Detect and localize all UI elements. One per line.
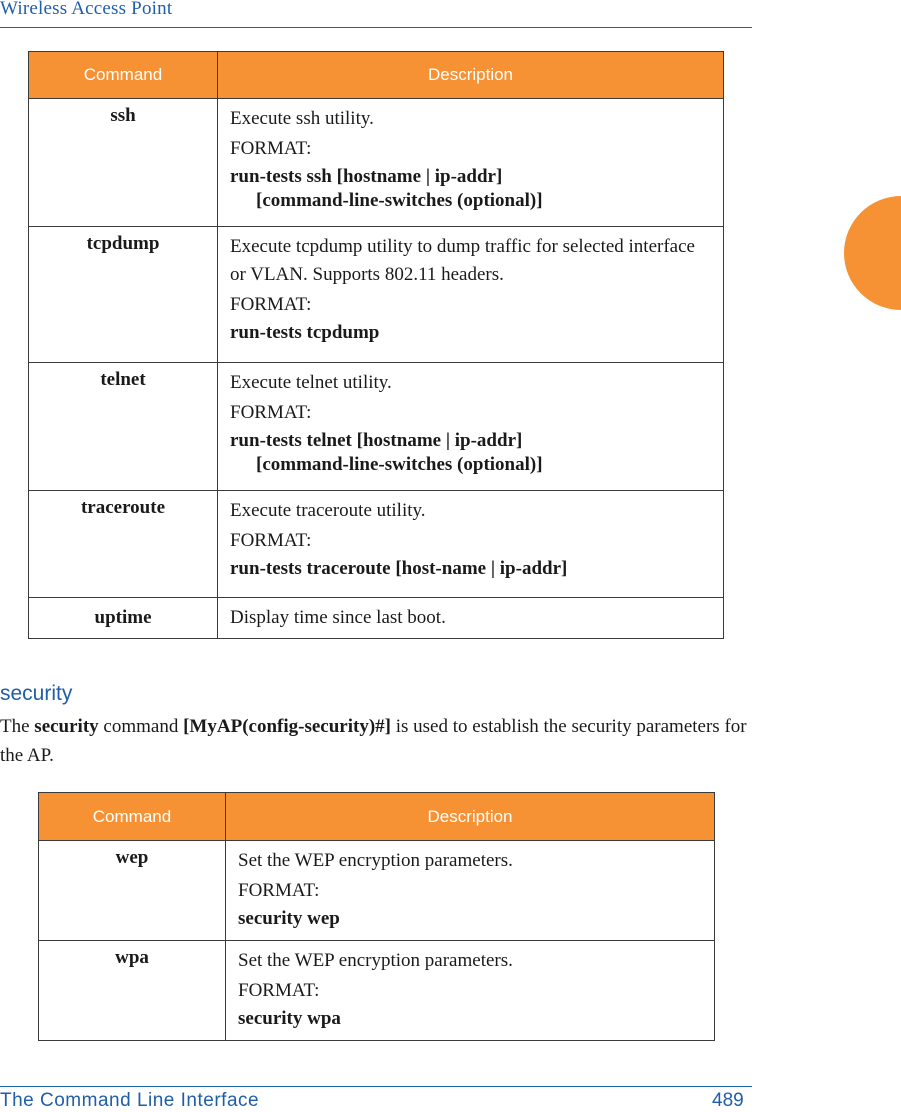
- command-description: [226, 841, 715, 941]
- description-text: Set the WEP encryption parameters.: [238, 950, 513, 971]
- command-name: telnet: [29, 363, 218, 491]
- description-text: Execute traceroute utility.: [230, 500, 426, 521]
- para-text: is used to establish the security parameters for the AP.: [0, 716, 747, 766]
- chapter-thumb-tab: [844, 196, 901, 310]
- description-text: Execute telnet utility.: [230, 372, 392, 393]
- format-label: FORMAT:: [230, 138, 312, 159]
- command-table-security: [38, 792, 715, 1041]
- usage-line: run-tests ssh [hostname | ip-addr]: [230, 166, 503, 187]
- usage-line: security wep: [238, 908, 340, 929]
- command-name: ssh: [29, 99, 218, 227]
- command-description: [218, 99, 724, 227]
- usage-continuation: [command-line-switches (optional)]: [256, 454, 543, 475]
- usage-syntax: [230, 165, 713, 213]
- para-command-name: security: [34, 716, 99, 737]
- command-description: [218, 598, 724, 639]
- table-header-row: [39, 793, 715, 841]
- command-name: wpa: [39, 941, 226, 1041]
- para-config-mode: [MyAP(config-security)#]: [183, 716, 391, 737]
- column-header-description: Description: [226, 793, 715, 841]
- table-row: [29, 363, 724, 491]
- usage-continuation: [command-line-switches (optional)]: [256, 190, 543, 211]
- format-label: FORMAT:: [238, 980, 320, 1001]
- usage-syntax: [230, 429, 713, 477]
- command-name: traceroute: [29, 491, 218, 598]
- description-text: Display time since last boot.: [230, 607, 446, 628]
- command-description: [226, 941, 715, 1041]
- table-row: [29, 227, 724, 363]
- command-name: tcpdump: [29, 227, 218, 363]
- column-header-command: Command: [29, 52, 218, 99]
- usage-line: run-tests telnet [hostname | ip-addr]: [230, 430, 523, 451]
- page-number: 489: [712, 1090, 744, 1111]
- format-label: FORMAT:: [238, 880, 320, 901]
- para-text: command: [98, 716, 184, 737]
- command-description: [218, 491, 724, 598]
- usage-syntax: [238, 1007, 704, 1031]
- description-text: Set the WEP encryption parameters.: [238, 850, 513, 871]
- format-label: FORMAT:: [230, 294, 312, 315]
- header-rule: [0, 27, 752, 28]
- command-table-run-tests: [28, 51, 724, 639]
- table-row: [39, 841, 715, 941]
- command-name: wep: [39, 841, 226, 941]
- table-header-row: [29, 52, 724, 99]
- usage-syntax: [230, 321, 713, 345]
- footer-section-title: The Command Line Interface: [0, 1090, 260, 1111]
- usage-line: run-tests tcpdump: [230, 322, 380, 343]
- table-row: [29, 99, 724, 227]
- section-heading-security: security: [0, 682, 73, 705]
- table-row: [29, 598, 724, 639]
- footer-rule: [0, 1086, 752, 1087]
- para-text: The: [0, 716, 35, 737]
- column-header-command: Command: [39, 793, 226, 841]
- section-paragraph: [0, 712, 752, 770]
- table-row: [29, 491, 724, 598]
- running-header: Wireless Access Point: [0, 0, 173, 19]
- usage-line: run-tests traceroute [host-name | ip-addr]: [230, 558, 568, 579]
- command-name: uptime: [29, 598, 218, 639]
- format-label: FORMAT:: [230, 530, 312, 551]
- description-text: Execute ssh utility.: [230, 108, 374, 129]
- column-header-description: Description: [218, 52, 724, 99]
- table-row: [39, 941, 715, 1041]
- usage-syntax: [238, 907, 704, 931]
- usage-syntax: [230, 557, 713, 581]
- format-label: FORMAT:: [230, 402, 312, 423]
- usage-line: security wpa: [238, 1008, 341, 1029]
- description-text: Execute tcpdump utility to dump traffic for selected interface or VLAN. Supports 802.11 headers.: [230, 236, 695, 285]
- command-description: [218, 227, 724, 363]
- command-description: [218, 363, 724, 491]
